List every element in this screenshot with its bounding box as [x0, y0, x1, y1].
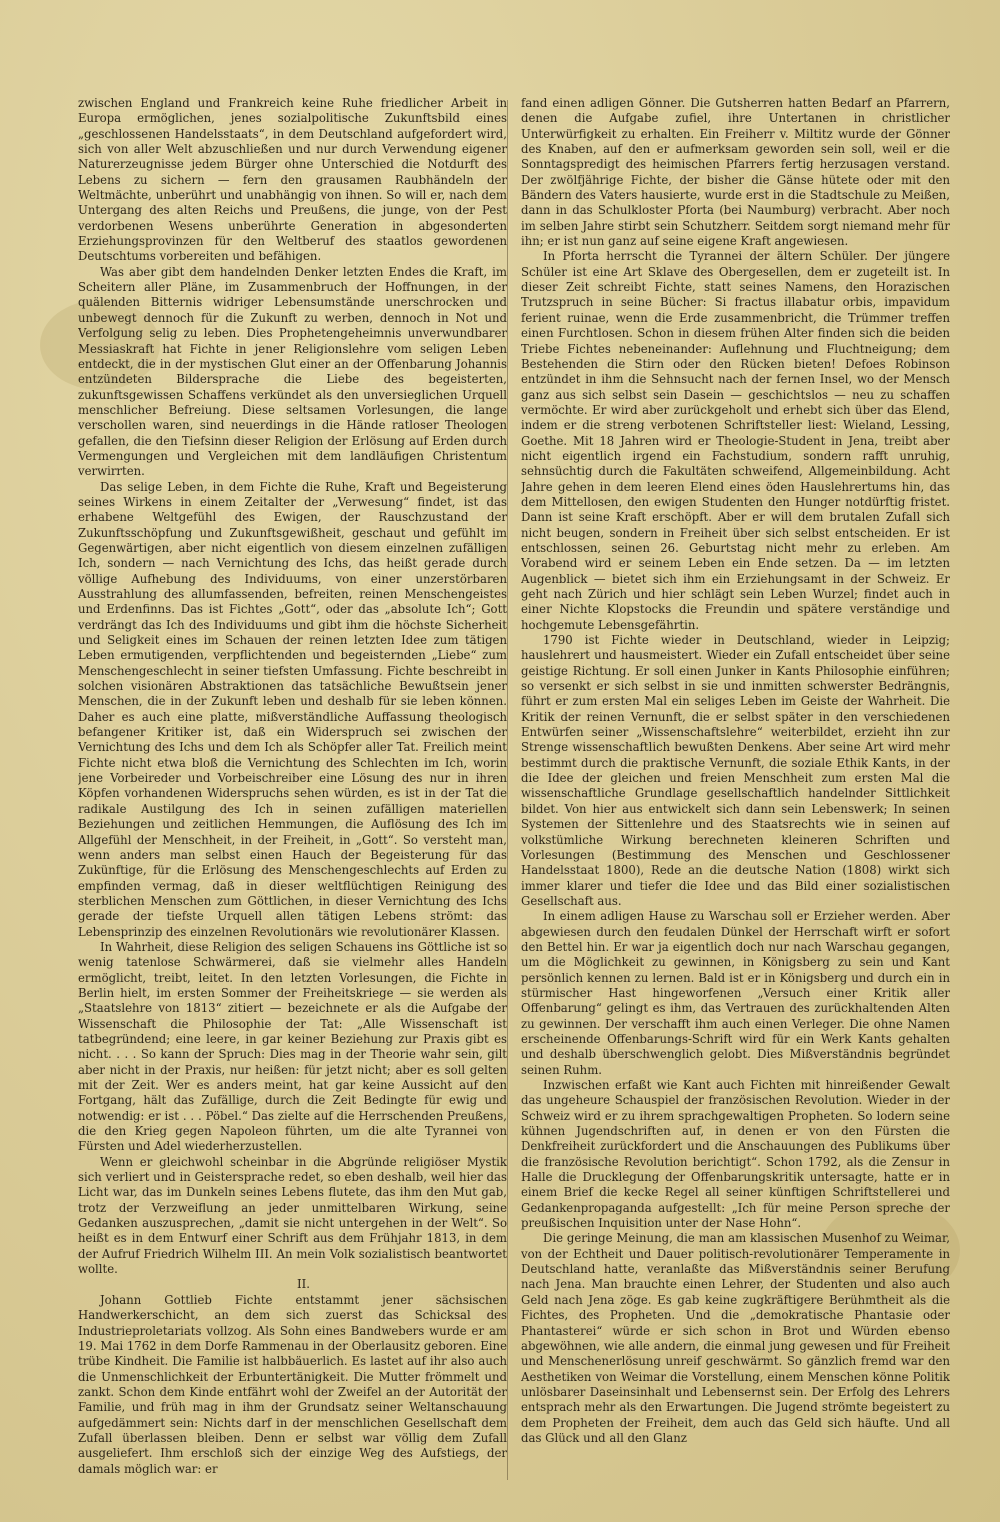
paragraph: In Pforta herrscht die Tyrannei der ältern Schüler. Der jüngere Schüler ist eine Art Sklave des Obergesellen, dem er zugeteilt ist. In dieser Zeit schreibt Fichte, statt seines Namens, den Horazischen Trutzspruch in seine Bücher: Si fractus illabatur orbis, impavidum ferient ruinae, wenn die Erde zusammenbricht, die Trümmer treffen einen Furchtlosen. Schon in diesem frühen Alter finden sich die beiden Triebe Fichtes nebeneinander: Auflehnung und Fluchtneigung; dem Bestehenden die Stirn oder den Rücken bieten! Defoes Robinson entzündet in ihm die Sehnsucht nach der fernen Insel, wo der Mensch ganz aus sich selbst sein Dasein — geschichtslos — neu zu schaffen vermöchte. Er wird aber zurückgeholt und erhebt sich über das Elend, indem er die streng verbotenen Schriftsteller liest: Wieland, Lessing, Goethe. Mit 18 Jahren wird er Theologie-Student in Jena, treibt aber nicht eigentlich irgend ein Fachstudium, sondern rafft unruhig, sehnsüchtig durch die Fakultäten schweifend, Allgemeinbildung. Acht Jahre gehen in dem leeren Elend eines öden Hauslehrertums hin, das dem Mittellosen, den ewigen Studenten den Hunger notdürftig fristet. Dann ist seine Kraft erschöpft. Aber er will dem brutalen Zufall sich nicht beugen, sondern in Freiheit über sich selbst entscheiden. Er ist entschlossen, seinen 26. Geburtstag nicht mehr zu erleben. Am Vorabend wird er seinem Leben ein Ende setzen. Da — im letzten Augenblick — bietet sich ihm ein Erziehungsamt in der Schweiz. Er geht nach Zürich und hier schlägt sein Leben Wurzel; findet auch in einer Nichte Klopstocks die Freundin und spätere verständige und hochgemute Lebensgefährtin.: [521, 249, 950, 632]
right-column: [521, 96, 950, 1486]
paragraph: zwischen England und Frankreich keine Ruhe friedlicher Arbeit in Europa ermöglichen, jenes sozialpolitische Zukunftsbild eines „geschlossenen Handelsstaats“, in dem Deutschland aufgefordert wird, sich von aller Welt abzuschließen und nur durch Verwendung eigener Naturerzeugnisse jedem Bürger ohne Unterschied die Notdurft des Lebens zu sichern — fern den grausamen Raubhändeln der Weltmächte, unberührt und unabhängig von ihnen. So will er, nach dem Untergang des alten Reichs und Preußens, die junge, von der Pest verdorbenen Wesens unberührte Generation in abgesonderten Erziehungsprovinzen für den Weltberuf des staatlos gewordenen Deutschtums vorbereiten und befähigen.: [78, 96, 507, 264]
paragraph: Wenn er gleichwohl scheinbar in die Abgründe religiöser Mystik sich verliert und in Geistersprache redet, so eben deshalb, weil hier das Licht war, das im Dunkeln seines Lebens flutete, das ihm den Mut gab, trotz der Verzweiflung an jeder unmittelbaren Wirkung, seine Gedanken auszusprechen, „damit sie nicht untergehen in der Welt“. So heißt es in dem Entwurf einer Schrift aus dem Frühjahr 1813, in dem der Aufruf Friedrich Wilhelm III. An mein Volk sozialistisch beantwortet wollte.: [78, 1154, 507, 1277]
paragraph: Inzwischen erfaßt wie Kant auch Fichten mit hinreißender Gewalt das ungeheure Schauspiel der französischen Revolution. Wieder in der Schweiz wird er zu ihrem sprachgewaltigen Propheten. So lodern seine kühnen Jugendschriften auf, in denen er von den Fürsten die Denkfreiheit zurückfordert und die Anschauungen des Publikums über die französische Revolution berichtigt“. Schon 1792, als die Zensur in Halle die Drucklegung der Offenbarungskritik untersagte, hatte er in einem Brief die kecke Regel all seiner künftigen Schriftstellerei und Gedankenpropaganda aufgestellt: „Ich für meine Person spreche der preußischen Inquisition unter der Nase Hohn“.: [521, 1078, 950, 1231]
paragraph: Die geringe Meinung, die man am klassischen Musenhof zu Weimar, von der Echtheit und Dauer politisch-revolutionärer Temperamente in Deutschland hatte, veranlaßte das Mißverständnis seiner Berufung nach Jena. Man brauchte einen Lehrer, der Studenten und also auch Geld nach Jena zöge. Es gab keine zugkräftigere Berühmtheit als die Fichtes, des Propheten. Und die „demokratische Phantasie oder Phantasterei“ würde er sich schon in Brot und Würden ebenso abgewöhnen, wie alle andern, die einmal jung gewesen und für Freiheit und Menschenerlösung unreif geschwärmt. So gänzlich fremd war den Aesthetiken von Weimar die Vorstellung, einem Menschen könne Politik unlösbarer Daseinsinhalt und Lebensernst sein. Der Erfolg des Lehrers entsprach mehr als den Erwartungen. Die Jugend strömte begeistert zu dem Propheten der Freiheit, dem auch das Geld sich häufte. Und all das Glück und all den Glanz: [521, 1231, 950, 1445]
paragraph: Das selige Leben, in dem Fichte die Ruhe, Kraft und Begeisterung seines Wirkens in einem Zeitalter der „Verwesung“ findet, ist das erhabene Weltgefühl des Ewigen, der Rauschzustand der Zukunftsschöpfung und Zukunftsgewißheit, geschaut und gefühlt im Gegenwärtigen, aber nicht eigentlich von diesem einzelnen zufälligen Ich, sondern — nach Vernichtung des Ichs, das heißt gerade durch völlige Aufhebung des Individuums, von einer unzerstörbaren Ausstrahlung des allumfassenden, befreiten, reinen Menschengeistes und Erdenfinns. Das ist Fichtes „Gott“, oder das „absolute Ich“; Gott verdrängt das Ich des Individuums und gibt ihm die höchste Sicherheit und Seligkeit eines im Schauen der reinen letzten Idee zum tätigen Leben ermutigenden, verpflichtenden und begeisternden „Liebe“ zum Menschengeschlecht in seiner tiefsten Umfassung. Fichte beschreibt in solchen visionären Abstraktionen das tatsächliche Bewußtsein jener Menschen, die in der Zukunft leben und deshalb für sie leben können. Daher es auch eine platte, mißverständliche Auffassung theologisch befangener Kritiker ist, daß ein Widerspruch sei zwischen der Vernichtung des Ichs und dem Ich als Schöpfer aller Tat. Freilich meint Fichte nicht etwa bloß die Vernichtung des Schlechten im Ich, worin jene Vorbeireder und Vorbeischreiber eine Lösung des nur in ihren Köpfen vorhandenen Widerspruchs sehen würden, es ist in der Tat die radikale Austilgung des Ich in seinen zufälligen materiellen Beziehungen und zeitlichen Hemmungen, die Auflösung des Ich im Allgefühl der Menschheit, in der Freiheit, in „Gott“. So versteht man, wenn anders man selbst einen Hauch der Begeisterung für das Zukünftige, für die Erlösung des Menschengeschlechts auf Erden zu empfinden vermag, daß in dieser weltflüchtigen Reinigung des sterblichen Menschen zum Göttlichen, in dieser Vernichtung des Ichs gerade der tiefste Urquell allen tätigen Lebens strömt: das Lebensprinzip des einzelnen Revolutionärs wie revolutionärer Klassen.: [78, 479, 507, 939]
left-column: [78, 96, 507, 1486]
section-number: II.: [297, 1277, 310, 1292]
paragraph: Was aber gibt dem handelnden Denker letzten Endes die Kraft, im Scheitern aller Pläne, im Zusammenbruch der Hoffnungen, in der quälenden Bitternis widriger Lebensumstände unerschrocken und unbewegt dennoch für die Zukunft zu werben, dennoch in Not und Verfolgung selig zu leben. Dies Prophetengeheimnis unverwundbarer Messiaskraft hat Fichte in jener Religionslehre vom seligen Leben entdeckt, die in der mystischen Glut einer an der Offenbarung Johannis entzündeten Bildersprache die Liebe des begeisterten, zukunftsgewissen Schaffens verkündet als den unversieglichen Urquell menschlicher Befreiung. Diese seltsamen Vorlesungen, die lange verschollen waren, sind neuerdings in die Hände ratloser Theologen gefallen, die den Tiefsinn dieser Religion der Erlösung auf Erden durch Vermengungen und Vergleichen mit dem landläufigen Christentum verwirrten.: [78, 264, 507, 479]
paragraph: In einem adligen Hause zu Warschau soll er Erzieher werden. Aber abgewiesen durch den feudalen Dünkel der Herrschaft wirft er sofort den Bettel hin. Er war ja eigentlich doch nur nach Warschau gegangen, um die Möglichkeit zu gewinnen, in Königsberg zu sein und Kant persönlich kennen zu lernen. Bald ist er in Königsberg und durch ein in stürmischer Hast hingeworfenen „Versuch einer Kritik aller Offenbarung“ gelingt es ihm, das Vertrauen des zurückhaltenden Alten zu gewinnen. Der verschafft ihm auch einen Verleger. Die ohne Namen erscheinende Offenbarungs-Schrift wird für ein Werk Kants gehalten und deshalb überschwenglich gelobt. Dies Mißverständnis begründet seinen Ruhm.: [521, 909, 950, 1077]
paragraph: Johann Gottlieb Fichte entstammt jener sächsischen Handwerkerschicht, an dem sich zuerst das Schicksal des Industrieproletariats vollzog. Als Sohn eines Bandwebers wurde er am 19. Mai 1762 in dem Dorfe Rammenau in der Oberlausitz geboren. Eine trübe Kindheit. Die Familie ist halbbäuerlich. Es lastet auf ihr also auch die Unmenschlichkeit der Erbuntertänigkeit. Die Mutter frömmelt und zankt. Schon dem Kinde entfährt wohl der Zweifel an der Autorität der Familie, und früh mag in ihm der Grundsatz seiner Weltanschauung aufgedämmert sein: Nichts darf in der menschlichen Gesellschaft dem Zufall überlassen bleiben. Denn er selbst war völlig dem Zufall ausgeliefert. Ihm erschloß sich der einzige Weg des Aufstiegs, der damals möglich war: er: [78, 1292, 507, 1476]
paragraph: fand einen adligen Gönner. Die Gutsherren hatten Bedarf an Pfarrern, denen die Aufgabe zufiel, ihre Untertanen in christlicher Unterwürfigkeit zu erhalten. Ein Freiherr v. Miltitz wurde der Gönner des Knaben, auf den er aufmerksam geworden sein soll, weil er die Sonntagspredigt des heimischen Pfarrers fertig herzusagen verstand. Der zwölfjährige Fichte, der bisher die Gänse hütete oder mit den Bändern des Vaters hausierte, wurde erst in die Stadtschule zu Meißen, dann in das Schulkloster Pforta (bei Naumburg) verbracht. Aber noch im selben Jahre stirbt sein Schutzherr. Seitdem sorgt niemand mehr für ihn; er ist nun ganz auf seine eigene Kraft angewiesen.: [521, 96, 950, 249]
paragraph: In Wahrheit, diese Religion des seligen Schauens ins Göttliche ist so wenig tatenlose Schwärmerei, daß sie vielmehr alles Handeln ermöglicht, treibt, leitet. In den letzten Vorlesungen, die Fichte in Berlin hielt, im ersten Sommer der Freiheitskriege — sie werden als „Staatslehre von 1813“ zitiert — bezeichnete er als die Aufgabe der Wissenschaft die Philosophie der Tat: „Alle Wissenschaft ist tatbegründend; eine leere, in gar keiner Beziehung zur Praxis gibt es nicht. . . . So kann der Spruch: Dies mag in der Theorie wahr sein, gilt aber nicht in der Praxis, nur heißen: für jetzt nicht; aber es soll gelten mit der Zeit. Wer es anders meint, hat gar keine Aussicht auf den Fortgang, hält das Zufällige, durch die Zeit Bedingte für ewig und notwendig: er ist . . . Pöbel.“ Das zielte auf die Herrschenden Preußens, die den Krieg gegen Napoleon führten, um die alte Tyrannei von Fürsten und Adel wiederherzustellen.: [78, 939, 507, 1154]
newspaper-page: [78, 96, 950, 1486]
paragraph: 1790 ist Fichte wieder in Deutschland, wieder in Leipzig; hauslehrert und hausmeistert. Wieder ein Zufall entscheidet über seine geistige Richtung. Er soll einen Junker in Kants Philosophie einführen; so versenkt er sich selbst in sie und inmitten schwerster Bedrängnis, führt er zum ersten Mal ein seliges Leben im Geiste der Wahrheit. Die Kritik der reinen Vernunft, die er selbst später in den verschiedenen Entwürfen seiner „Wissenschaftslehre“ weiterbildet, erzieht ihn zur Strenge wissenschaftlich bewußten Denkens. Aber seine Art wird mehr bestimmt durch die praktische Vernunft, die soziale Ethik Kants, in der die Idee der gleichen und freien Menschheit zum ersten Mal die wissenschaftliche Grundlage gesellschaftlich handelnder Sittlichkeit bildet. Von hier aus entwickelt sich dann sein Lebenswerk; In seinen Systemen der Sittenlehre und des Staatsrechts wie in seinen auf volkstümliche Wirkung berechneten kleineren Schriften und Vorlesungen (Bestimmung des Menschen und Geschlossener Handelsstaat 1800), Rede an die deutsche Nation (1808) wirkt sich immer klarer und tiefer die Idee und das Bild einer sozialistischen Gesellschaft aus.: [521, 633, 950, 908]
